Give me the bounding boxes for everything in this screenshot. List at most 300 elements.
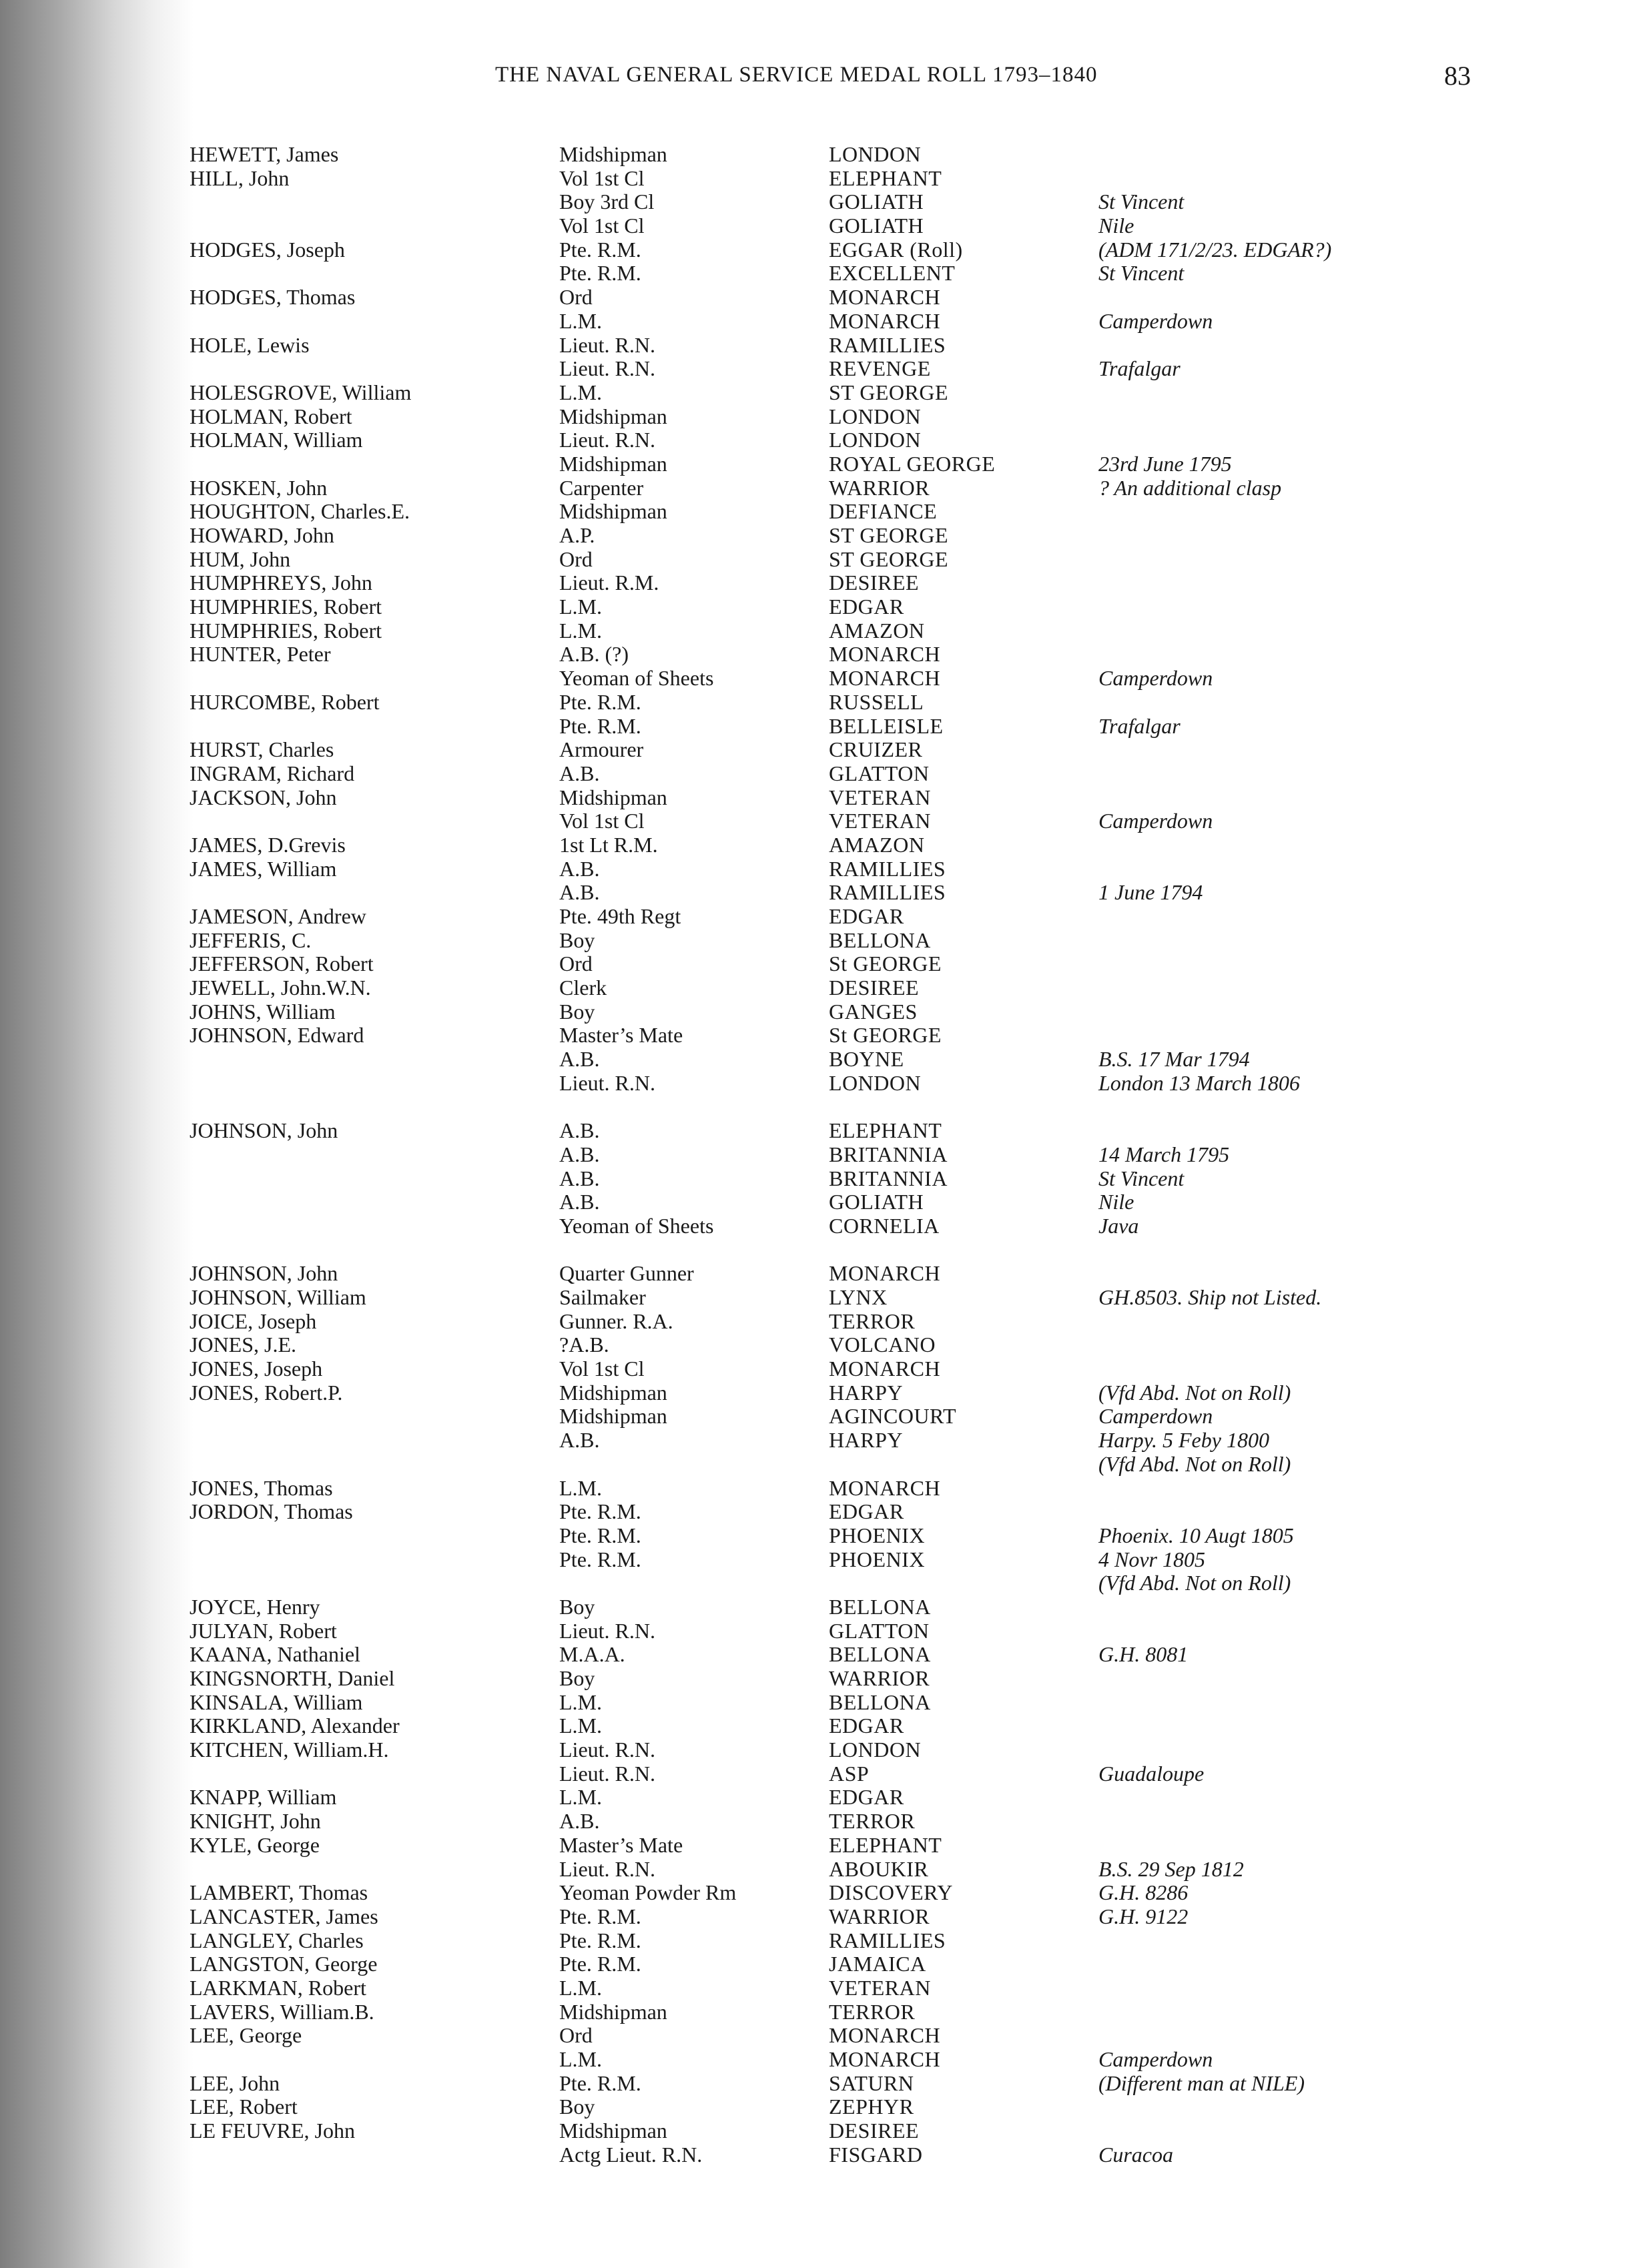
entry-note: 23rd June 1795: [1098, 451, 1232, 476]
entry-ship: VETERAN: [829, 1975, 931, 2000]
entry-ship: DEFIANCE: [829, 499, 938, 524]
entry-ship: ST GEORGE: [829, 546, 949, 571]
entry-name: JOHNSON, William: [190, 1285, 366, 1309]
entry-ship: EDGAR: [829, 1714, 904, 1738]
entry-note: (ADM 171/2/23. EDGAR?): [1098, 237, 1332, 262]
entry-rank: L.M.: [559, 1689, 602, 1714]
roll-entry-row: [0, 1571, 1643, 1595]
entry-name: HILL, John: [190, 165, 290, 190]
roll-entry-row: [0, 667, 1643, 691]
entry-ship: GOLIATH: [829, 1190, 924, 1214]
entry-rank: Boy: [559, 927, 595, 952]
entry-name: HOLMAN, Robert: [190, 404, 352, 428]
roll-entry-row: [0, 715, 1643, 739]
entry-name: JOHNSON, Edward: [190, 1023, 364, 1048]
roll-entry-row: [0, 1119, 1643, 1143]
entry-note: Camperdown: [1098, 308, 1213, 333]
roll-entry-row: [0, 595, 1643, 619]
entry-rank: Actg Lieut. R.N.: [559, 2142, 703, 2167]
roll-entry-row: [0, 619, 1643, 643]
entry-ship: BRITANNIA: [829, 1142, 948, 1166]
entry-rank: Lieut. R.N.: [559, 1856, 655, 1881]
entry-name: KINGSNORTH, Daniel: [190, 1666, 395, 1690]
entry-rank: M.A.A.: [559, 1642, 625, 1667]
entry-ship: GANGES: [829, 999, 918, 1024]
entry-ship: ELEPHANT: [829, 1832, 942, 1857]
entry-rank: L.M.: [559, 1975, 602, 2000]
roll-entry-row: [0, 167, 1643, 191]
roll-entry-row: [0, 1000, 1643, 1024]
entry-rank: Yeoman of Sheets: [559, 1213, 714, 1238]
entry-ship: BELLONA: [829, 1594, 931, 1619]
entry-rank: Boy: [559, 1594, 595, 1619]
roll-entry-row: [0, 1190, 1643, 1214]
roll-entry-row: [0, 691, 1643, 715]
roll-entry-row: [0, 1262, 1643, 1286]
entry-ship: TERROR: [829, 1809, 916, 1834]
entry-ship: ELEPHANT: [829, 1118, 942, 1143]
entry-ship: DISCOVERY: [829, 1880, 953, 1905]
entry-name: JACKSON, John: [190, 785, 337, 809]
entry-rank: Vol 1st Cl: [559, 165, 645, 190]
roll-entry-row: [0, 1548, 1643, 1572]
entry-name: JAMESON, Andrew: [190, 904, 366, 928]
roll-entry-row: [0, 2095, 1643, 2119]
entry-ship: MONARCH: [829, 666, 941, 691]
roll-entry-row: [0, 1976, 1643, 2000]
entry-name: JAMES, D.Grevis: [190, 832, 346, 857]
roll-entry-row: [0, 857, 1643, 881]
roll-entry-row: [0, 2048, 1643, 2072]
entry-ship: EDGAR: [829, 595, 904, 619]
roll-entry-row: [0, 1214, 1643, 1238]
roll-entry-row: [0, 143, 1643, 167]
entry-ship: LYNX: [829, 1285, 888, 1309]
entry-rank: Yeoman of Sheets: [559, 666, 714, 691]
roll-entry-row: [0, 428, 1643, 452]
entry-rank: Lieut. R.N.: [559, 332, 655, 357]
roll-entry-row: [0, 833, 1643, 857]
entry-name: HUMPHRIES, Robert: [190, 618, 382, 643]
entry-rank: Pte. R.M.: [559, 1499, 641, 1524]
entry-name: LE FEUVRE, John: [190, 2119, 355, 2143]
entry-ship: RAMILLIES: [829, 332, 946, 357]
entry-ship: PHOENIX: [829, 1523, 925, 1547]
roll-entry-row: [0, 1072, 1643, 1096]
roll-entry-row: [0, 1786, 1643, 1810]
entry-name: KINSALA, William: [190, 1689, 363, 1714]
entry-ship: TERROR: [829, 1308, 916, 1333]
entry-ship: BELLONA: [829, 1689, 931, 1714]
roll-entry-row: [0, 1477, 1643, 1501]
entry-ship: AGINCOURT: [829, 1404, 957, 1429]
entry-note: (Vfd Abd. Not on Roll): [1098, 1451, 1291, 1476]
entry-rank: Ord: [559, 2023, 593, 2048]
entry-rank: L.M.: [559, 1785, 602, 1810]
page-number: 83: [1444, 61, 1471, 91]
entry-rank: Ord: [559, 952, 593, 976]
entry-name: LANCASTER, James: [190, 1904, 378, 1928]
medal-roll-list: [0, 143, 1643, 2167]
roll-entry-row: [0, 405, 1643, 429]
entry-rank: Quarter Gunner: [559, 1261, 694, 1286]
entry-name: HOSKEN, John: [190, 475, 328, 500]
roll-entry-row: [0, 190, 1643, 214]
entry-ship: DESIREE: [829, 571, 920, 595]
roll-entry-row: [0, 571, 1643, 595]
roll-entry-row: [0, 500, 1643, 524]
entry-name: KIRKLAND, Alexander: [190, 1714, 400, 1738]
entry-ship: EGGAR (Roll): [829, 237, 963, 262]
roll-entry-row: [0, 2143, 1643, 2167]
roll-entry-row: [0, 1643, 1643, 1667]
entry-rank: L.M.: [559, 1714, 602, 1738]
entry-rank: Master’s Mate: [559, 1832, 683, 1857]
entry-name: HUMPHREYS, John: [190, 571, 372, 595]
entry-rank: Pte. R.M.: [559, 1904, 641, 1928]
roll-entry-row: [0, 2119, 1643, 2143]
entry-rank: Carpenter: [559, 475, 644, 500]
entry-rank: A.B.: [559, 1428, 600, 1453]
entry-rank: Master’s Mate: [559, 1023, 683, 1048]
entry-name: KNIGHT, John: [190, 1809, 321, 1834]
entry-rank: A.B.: [559, 880, 600, 905]
entry-name: JULYAN, Robert: [190, 1618, 337, 1643]
entry-rank: A.B. (?): [559, 642, 629, 667]
entry-name: INGRAM, Richard: [190, 761, 355, 785]
entry-rank: Pte. R.M.: [559, 1547, 641, 1571]
entry-ship: GLATTON: [829, 761, 930, 785]
entry-name: HODGES, Joseph: [190, 237, 345, 262]
entry-note: 1 June 1794: [1098, 880, 1203, 905]
entry-rank: A.P.: [559, 523, 595, 547]
entry-ship: BELLONA: [829, 1642, 931, 1667]
entry-note: Camperdown: [1098, 2047, 1213, 2071]
entry-name: JOICE, Joseph: [190, 1308, 317, 1333]
entry-note: St Vincent: [1098, 261, 1185, 286]
entry-rank: Armourer: [559, 737, 644, 762]
entry-name: HUM, John: [190, 546, 291, 571]
entry-note: Camperdown: [1098, 809, 1213, 833]
entry-note: London 13 March 1806: [1098, 1070, 1300, 1095]
entry-ship: FISGARD: [829, 2142, 923, 2167]
entry-note: Trafalgar: [1098, 713, 1181, 738]
entry-ship: RAMILLIES: [829, 880, 946, 905]
roll-entry-row: [0, 1143, 1643, 1167]
entry-note: Camperdown: [1098, 666, 1213, 691]
entry-name: JOHNS, William: [190, 999, 336, 1024]
entry-ship: GOLIATH: [829, 190, 924, 214]
entry-name: JONES, Thomas: [190, 1475, 333, 1500]
entry-name: JEFFERSON, Robert: [190, 952, 374, 976]
entry-note: Harpy. 5 Feby 1800: [1098, 1428, 1269, 1453]
roll-entry-row: [0, 476, 1643, 500]
entry-note: 4 Novr 1805: [1098, 1547, 1205, 1571]
entry-note: Java: [1098, 1213, 1139, 1238]
roll-entry-row: [0, 524, 1643, 548]
roll-entry-row: [0, 1858, 1643, 1882]
entry-ship: BELLONA: [829, 927, 931, 952]
roll-entry-row: [0, 1405, 1643, 1429]
entry-name: JORDON, Thomas: [190, 1499, 353, 1524]
entry-note: 14 March 1795: [1098, 1142, 1230, 1166]
entry-rank: Boy: [559, 2095, 595, 2119]
entry-rank: Ord: [559, 285, 593, 310]
entry-ship: TERROR: [829, 1999, 916, 2024]
roll-entry-row: [0, 334, 1643, 358]
entry-name: LANGLEY, Charles: [190, 1928, 364, 1952]
entry-rank: L.M.: [559, 380, 602, 404]
entry-note: (Vfd Abd. Not on Roll): [1098, 1380, 1291, 1405]
roll-entry-row: [0, 2072, 1643, 2096]
entry-note: ? An additional clasp: [1098, 475, 1282, 500]
entry-name: HEWETT, James: [190, 142, 339, 166]
entry-rank: Boy: [559, 999, 595, 1024]
roll-entry-row: [0, 1810, 1643, 1834]
entry-ship: LONDON: [829, 1738, 922, 1762]
entry-rank: L.M.: [559, 308, 602, 333]
entry-ship: HARPY: [829, 1428, 903, 1453]
entry-rank: Pte. R.M.: [559, 689, 641, 714]
roll-entry-row: [0, 1048, 1643, 1072]
entry-ship: RUSSELL: [829, 689, 924, 714]
entry-rank: Yeoman Powder Rm: [559, 1880, 737, 1905]
entry-rank: Midshipman: [559, 404, 667, 428]
entry-note: Curacoa: [1098, 2142, 1173, 2167]
entry-rank: Midshipman: [559, 142, 667, 166]
entry-rank: Lieut. R.N.: [559, 1070, 655, 1095]
roll-entry-row: [0, 1714, 1643, 1738]
entry-rank: Midshipman: [559, 785, 667, 809]
roll-entry-row: [0, 1619, 1643, 1643]
entry-name: HODGES, Thomas: [190, 285, 356, 310]
entry-rank: ?A.B.: [559, 1333, 609, 1357]
entry-note: (Different man at NILE): [1098, 2070, 1305, 2095]
entry-ship: LONDON: [829, 1070, 922, 1095]
entry-name: HOLESGROVE, William: [190, 380, 412, 404]
roll-entry-row: [0, 1762, 1643, 1786]
entry-rank: A.B.: [559, 1166, 600, 1190]
entry-name: JONES, Robert.P.: [190, 1380, 343, 1405]
entry-note: Trafalgar: [1098, 356, 1181, 381]
entry-rank: Sailmaker: [559, 1285, 646, 1309]
entry-rank: Pte. R.M.: [559, 713, 641, 738]
entry-rank: Pte. R.M.: [559, 237, 641, 262]
entry-name: HUNTER, Peter: [190, 642, 331, 667]
entry-ship: ROYAL GEORGE: [829, 451, 996, 476]
entry-note: G.H. 8286: [1098, 1880, 1189, 1905]
entry-ship: RAMILLIES: [829, 1928, 946, 1952]
roll-entry-row: [0, 1524, 1643, 1548]
entry-rank: Boy: [559, 1666, 595, 1690]
entry-ship: ASP: [829, 1761, 870, 1786]
entry-ship: ST GEORGE: [829, 380, 949, 404]
entry-ship: LONDON: [829, 428, 922, 452]
entry-name: JONES, Joseph: [190, 1357, 323, 1381]
entry-ship: CORNELIA: [829, 1213, 940, 1238]
roll-entry-row: [0, 1905, 1643, 1929]
roll-entry-row: [0, 262, 1643, 286]
entry-rank: A.B.: [559, 1118, 600, 1143]
entry-rank: A.B.: [559, 1190, 600, 1214]
entry-rank: Pte. R.M.: [559, 2070, 641, 2095]
entry-name: HURST, Charles: [190, 737, 334, 762]
entry-rank: Vol 1st Cl: [559, 1357, 645, 1381]
roll-entry-row: [0, 452, 1643, 476]
entry-ship: MONARCH: [829, 2047, 941, 2071]
entry-ship: EDGAR: [829, 904, 904, 928]
entry-rank: Midshipman: [559, 1404, 667, 1429]
entry-ship: AMAZON: [829, 832, 925, 857]
roll-entry-row: [0, 2000, 1643, 2024]
entry-note: St Vincent: [1098, 190, 1185, 214]
entry-name: LARKMAN, Robert: [190, 1975, 366, 2000]
row-spacer: [0, 1238, 1643, 1262]
roll-entry-row: [0, 238, 1643, 262]
entry-ship: MONARCH: [829, 1357, 941, 1381]
entry-ship: BOYNE: [829, 1047, 904, 1072]
entry-ship: VETERAN: [829, 785, 931, 809]
roll-entry-row: [0, 905, 1643, 929]
entry-ship: St GEORGE: [829, 1023, 942, 1048]
entry-ship: HARPY: [829, 1380, 903, 1405]
entry-name: LANGSTON, George: [190, 1952, 378, 1976]
roll-entry-row: [0, 1333, 1643, 1357]
entry-name: HOWARD, John: [190, 523, 334, 547]
roll-entry-row: [0, 809, 1643, 833]
entry-note: Phoenix. 10 Augt 1805: [1098, 1523, 1294, 1547]
entry-ship: ABOUKIR: [829, 1856, 929, 1881]
entry-note: Nile: [1098, 1190, 1134, 1214]
roll-entry-row: [0, 1024, 1643, 1048]
entry-note: Camperdown: [1098, 1404, 1213, 1429]
entry-ship: GLATTON: [829, 1618, 930, 1643]
entry-rank: Pte. R.M.: [559, 1928, 641, 1952]
entry-ship: JAMAICA: [829, 1952, 926, 1976]
entry-note: B.S. 17 Mar 1794: [1098, 1047, 1250, 1072]
entry-rank: Clerk: [559, 976, 607, 1000]
roll-entry-row: [0, 1167, 1643, 1191]
entry-rank: Midshipman: [559, 451, 667, 476]
entry-ship: ELEPHANT: [829, 165, 942, 190]
entry-note: (Vfd Abd. Not on Roll): [1098, 1571, 1291, 1595]
entry-note: B.S. 29 Sep 1812: [1098, 1856, 1244, 1881]
roll-entry-row: [0, 357, 1643, 381]
entry-name: JOYCE, Henry: [190, 1594, 320, 1619]
roll-entry-row: [0, 548, 1643, 572]
entry-note: G.H. 8081: [1098, 1642, 1189, 1667]
roll-entry-row: [0, 1952, 1643, 1976]
roll-entry-row: [0, 976, 1643, 1000]
entry-rank: Pte. R.M.: [559, 1952, 641, 1976]
roll-entry-row: [0, 1881, 1643, 1905]
entry-name: JONES, J.E.: [190, 1333, 297, 1357]
entry-ship: BELLEISLE: [829, 713, 944, 738]
roll-entry-row: [0, 1691, 1643, 1715]
entry-rank: A.B.: [559, 1142, 600, 1166]
entry-rank: Ord: [559, 546, 593, 571]
entry-ship: VETERAN: [829, 809, 931, 833]
roll-entry-row: [0, 881, 1643, 905]
entry-ship: ZEPHYR: [829, 2095, 914, 2119]
entry-note: Nile: [1098, 214, 1134, 238]
entry-name: LEE, Robert: [190, 2095, 298, 2119]
entry-rank: Pte. 49th Regt: [559, 904, 681, 928]
roll-entry-row: [0, 381, 1643, 405]
entry-rank: Lieut. R.N.: [559, 428, 655, 452]
entry-ship: EDGAR: [829, 1499, 904, 1524]
entry-name: KAANA, Nathaniel: [190, 1642, 360, 1667]
entry-rank: L.M.: [559, 595, 602, 619]
roll-entry-row: [0, 762, 1643, 786]
entry-ship: EDGAR: [829, 1785, 904, 1810]
roll-entry-row: [0, 1381, 1643, 1405]
entry-name: JAMES, William: [190, 856, 337, 881]
roll-entry-row: [0, 310, 1643, 334]
entry-ship: LONDON: [829, 142, 922, 166]
entry-note: G.H. 9122: [1098, 1904, 1189, 1928]
entry-rank: Gunner. R.A.: [559, 1308, 673, 1333]
entry-rank: Boy 3rd Cl: [559, 190, 655, 214]
entry-rank: Lieut. R.N.: [559, 1738, 655, 1762]
entry-rank: A.B.: [559, 761, 600, 785]
entry-ship: St GEORGE: [829, 952, 942, 976]
entry-ship: WARRIOR: [829, 475, 930, 500]
entry-note: GH.8503. Ship not Listed.: [1098, 1285, 1322, 1309]
roll-entry-row: [0, 214, 1643, 238]
entry-rank: A.B.: [559, 1047, 600, 1072]
entry-name: LEE, George: [190, 2023, 302, 2048]
entry-name: JOHNSON, John: [190, 1118, 338, 1143]
roll-entry-row: [0, 786, 1643, 810]
entry-rank: Lieut. R.N.: [559, 1761, 655, 1786]
entry-ship: DESIREE: [829, 2119, 920, 2143]
entry-name: KITCHEN, William.H.: [190, 1738, 389, 1762]
roll-entry-row: [0, 738, 1643, 762]
roll-entry-row: [0, 286, 1643, 310]
entry-rank: Midshipman: [559, 2119, 667, 2143]
entry-name: JOHNSON, John: [190, 1261, 338, 1286]
entry-name: HUMPHRIES, Robert: [190, 595, 382, 619]
entry-name: LAMBERT, Thomas: [190, 1880, 368, 1905]
entry-rank: Pte. R.M.: [559, 1523, 641, 1547]
roll-entry-row: [0, 643, 1643, 667]
entry-ship: MONARCH: [829, 1261, 941, 1286]
entry-ship: MONARCH: [829, 1475, 941, 1500]
entry-name: LAVERS, William.B.: [190, 1999, 374, 2024]
entry-rank: Midshipman: [559, 1999, 667, 2024]
roll-entry-row: [0, 1453, 1643, 1477]
entry-ship: RAMILLIES: [829, 856, 946, 881]
entry-ship: LONDON: [829, 404, 922, 428]
entry-ship: WARRIOR: [829, 1666, 930, 1690]
entry-rank: Midshipman: [559, 499, 667, 524]
roll-entry-row: [0, 1310, 1643, 1334]
roll-entry-row: [0, 952, 1643, 976]
entry-ship: REVENGE: [829, 356, 931, 381]
entry-note: Guadaloupe: [1098, 1761, 1205, 1786]
entry-name: HOLE, Lewis: [190, 332, 310, 357]
entry-ship: MONARCH: [829, 642, 941, 667]
entry-name: KYLE, George: [190, 1832, 320, 1857]
entry-rank: L.M.: [559, 2047, 602, 2071]
entry-rank: Vol 1st Cl: [559, 214, 645, 238]
roll-entry-row: [0, 1500, 1643, 1524]
entry-note: St Vincent: [1098, 1166, 1185, 1190]
roll-entry-row: [0, 1357, 1643, 1381]
entry-rank: Midshipman: [559, 1380, 667, 1405]
roll-entry-row: [0, 1834, 1643, 1858]
